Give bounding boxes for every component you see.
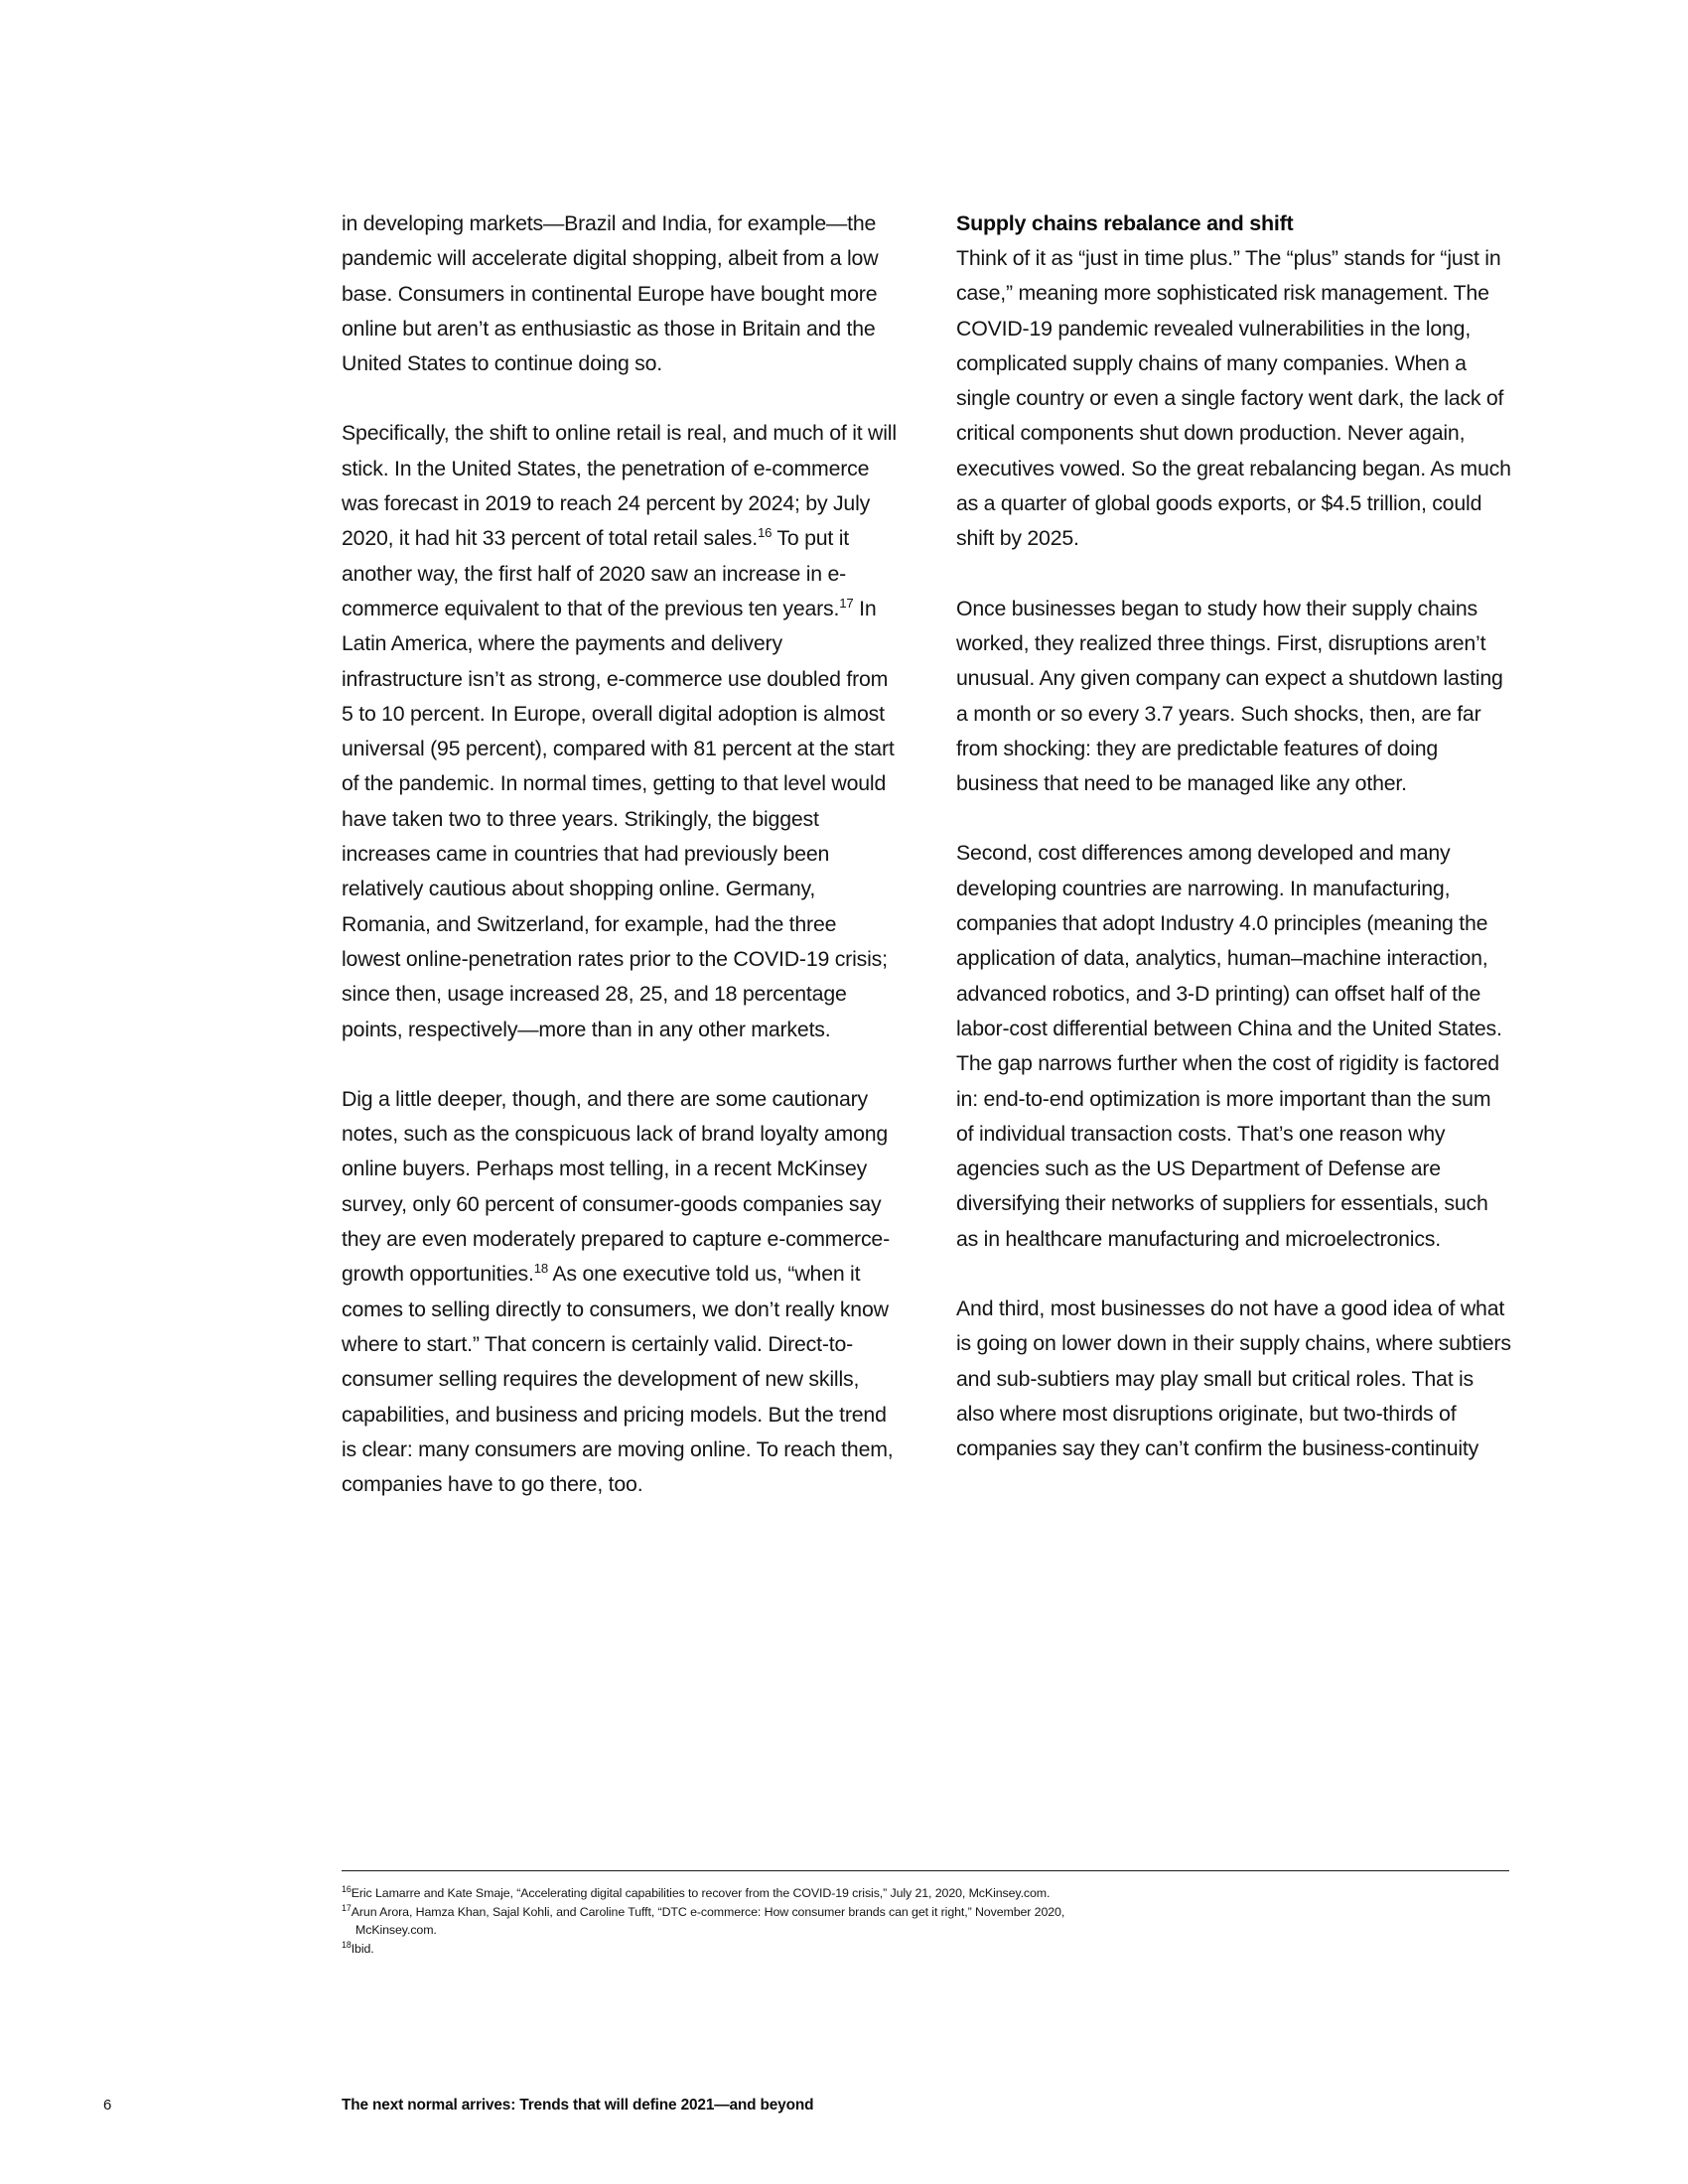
footnote-17	[342, 1904, 1509, 1922]
footnote-marker-18[interactable]: 18	[533, 1261, 549, 1277]
footnote-18	[342, 1941, 1509, 1959]
footnote-16-text: Eric Lamarre and Kate Smaje, “Accelerating digital capabilities to recover from the COVID-19 crisis,” July 21, 2020, McKinsey.com.	[351, 1886, 1051, 1900]
footnote-16-marker: 16	[342, 1883, 352, 1894]
footnote-18-text: Ibid.	[351, 1941, 374, 1956]
right-paragraph-2: Once businesses began to study how their supply chains worked, they realized three things. First, disruptions aren’t unusual. Any given company can expect a shutdown lasting a month or so every 3.7 years. Such shocks, then, are far from shocking: they are predictable features of doing business that need to be managed like any other.	[956, 596, 1503, 796]
left-paragraph-2-part-c: In Latin America, where the payments and delivery infrastructure isn’t as strong, e-commerce use doubled from 5 to 10 percent. In Europe, overall digital adoption is almost universal (95 percent), compared with 81 percent at the start of the pandemic. In normal times, getting to that level would have taken two to three years. Strikingly, the biggest increases came in countries that had previously been relatively cautious about shopping online. Germany, Romania, and Switzerland, for example, had the three lowest online-penetration rates prior to the COVID-19 crisis; since then, usage increased 28, 25, and 18 percentage points, respectively—more than in any other markets.	[342, 596, 895, 1041]
footnote-17-marker: 17	[342, 1902, 352, 1913]
section-heading-supply-chains: Supply chains rebalance and shift	[956, 211, 1294, 235]
footnote-marker-16[interactable]: 16	[757, 525, 773, 541]
footer-document-title: The next normal arrives: Trends that will define 2021—and beyond	[342, 2097, 814, 2114]
two-column-body	[342, 206, 1513, 1502]
left-paragraph-3	[342, 1082, 899, 1503]
footnote-18-marker: 18	[342, 1939, 352, 1950]
footnote-marker-17[interactable]: 17	[839, 595, 854, 611]
left-paragraph-2-part-a: Specifically, the shift to online retail is real, and much of it will stick. In the United States, the penetration of e-commerce was forecast in 2019 to reach 24 percent by 2024; by July 2020, it had hit 33 percent of total retail sales.	[342, 421, 897, 551]
left-paragraph-3-part-a: Dig a little deeper, though, and there are some cautionary notes, such as the conspicuous lack of brand loyalty among online buyers. Perhaps most telling, in a recent McKinsey survey, only 60 percent of consumer-goods companies say they are even moderately prepared to capture e-commerce-growth opportunities.	[342, 1086, 890, 1287]
page-number: 6	[103, 2097, 112, 2114]
footnote-16	[342, 1885, 1509, 1903]
footnotes-block	[342, 1870, 1509, 1959]
footnote-17-continuation: McKinsey.com.	[355, 1923, 437, 1938]
right-paragraph-1: Think of it as “just in time plus.” The “plus” stands for “just in case,” meaning more sophisticated risk management. The COVID-19 pandemic revealed vulnerabilities in the long, complicated supply chains of many companies. When a single country or even a single factory went dark, the lack of critical components shut down production. Never again, executives vowed. So the great rebalancing began. As much as a quarter of global goods exports, or $4.5 trillion, could shift by 2025.	[956, 246, 1511, 551]
footnote-17-text: Arun Arora, Hamza Khan, Sajal Kohli, and Caroline Tufft, “DTC e-commerce: How consumer brands can get it right,” November 2020,	[351, 1904, 1065, 1919]
page-footer	[0, 2097, 1688, 2126]
left-paragraph-2	[342, 416, 899, 1046]
right-paragraph-4: And third, most businesses do not have a good idea of what is going on lower down in their supply chains, where subtiers and sub-subtiers may play small but critical roles. That is also where most disruptions originate, but two-thirds of companies say they can’t confirm the business-continuity	[956, 1297, 1511, 1461]
left-column	[342, 206, 899, 1502]
right-column	[956, 206, 1513, 1502]
left-paragraph-2-part-b: To put it another way, the first half of 2020 saw an increase in e-commerce equivalent to that of the previous ten years.	[342, 526, 849, 620]
left-paragraph-3-part-b: As one executive told us, “when it comes to selling directly to consumers, we don’t really know where to start.” That concern is certainly valid. Direct-to-consumer selling requires the development of new skills, capabilities, and business and pricing models. But the trend is clear: many consumers are moving online. To reach them, companies have to go there, too.	[342, 1262, 894, 1497]
right-paragraph-3: Second, cost differences among developed and many developing countries are narrowing. In manufacturing, companies that adopt Industry 4.0 principles (meaning the application of data, analytics, human–machine interaction, advanced robotics, and 3-D printing) can offset half of the labor-cost differential between China and the United States. The gap narrows further when the cost of rigidity is factored in: end-to-end optimization is more important than the sum of individual transaction costs. That’s one reason why agencies such as the US Department of Defense are diversifying their networks of suppliers for essentials, such as in healthcare manufacturing and microelectronics.	[956, 841, 1502, 1251]
left-paragraph-1: in developing markets—Brazil and India, for example—the pandemic will accelerate digital shopping, albeit from a low base. Consumers in continental Europe have bought more online but aren’t as enthusiastic as those in Britain and the United States to continue doing so.	[342, 211, 879, 376]
footnote-divider	[342, 1870, 1509, 1871]
